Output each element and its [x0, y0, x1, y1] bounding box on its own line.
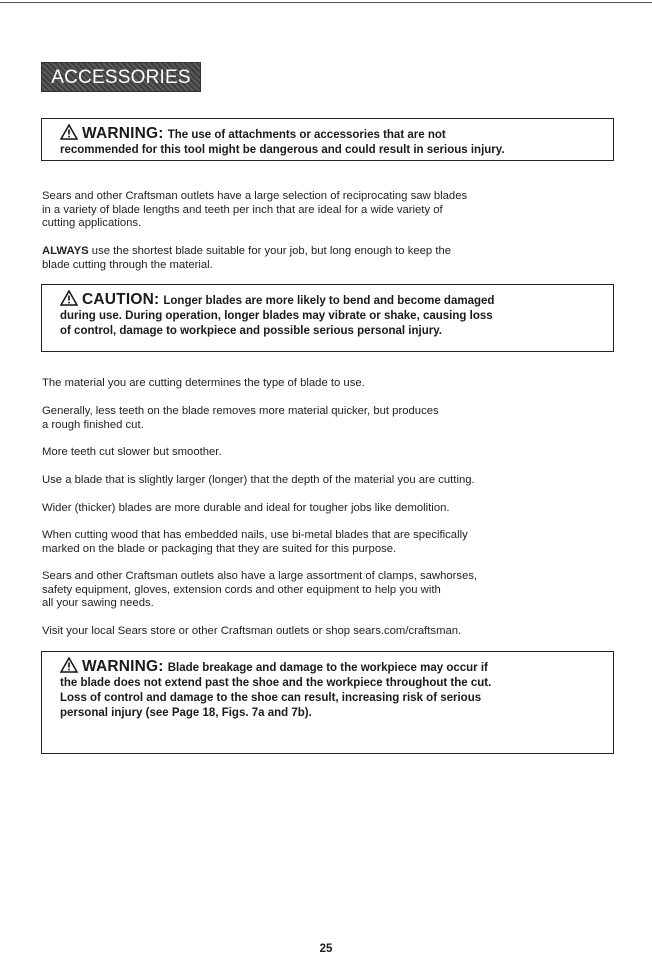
- paragraph-line: safety equipment, gloves, extension cords and other equipment to help you with: [42, 583, 441, 596]
- warning-triangle-icon: [60, 290, 78, 306]
- always-emphasis: ALWAYS: [42, 245, 89, 257]
- paragraph-blade-size: [42, 474, 612, 488]
- caution-header: CAUTION:: [82, 291, 160, 308]
- paragraph-line: Use a blade that is slightly larger (longer) that the depth of the material you are cutting.: [42, 474, 475, 486]
- warning-text-line: recommended for this tool might be dangerous and could result in serious injury.: [60, 144, 505, 156]
- paragraph-material: [42, 377, 612, 391]
- paragraph-line: Generally, less teeth on the blade removes more material quicker, but produces: [42, 405, 439, 417]
- paragraph-visit-store: [42, 625, 612, 639]
- paragraph-line: Sears and other Craftsman outlets also have a large assortment of clamps, sawhorses,: [42, 570, 478, 582]
- paragraph-blade-selection: [42, 190, 612, 231]
- caution-text-line: during use. During operation, longer blades may vibrate or shake, causing loss: [60, 310, 493, 322]
- paragraph-line: The material you are cutting determines the type of blade to use.: [42, 377, 365, 389]
- warning-header: WARNING:: [82, 125, 164, 142]
- paragraph-nails: [42, 529, 612, 556]
- paragraph-line: cutting applications.: [42, 217, 142, 229]
- warning-triangle-icon: [60, 124, 78, 140]
- warning-triangle-icon: [60, 657, 78, 673]
- warning-text-line: personal injury (see Page 18, Figs. 7a and 7b).: [60, 707, 312, 719]
- paragraph-line: More teeth cut slower but smoother.: [42, 446, 222, 458]
- warning-text-line: the blade does not extend past the shoe and the workpiece throughout the cut.: [60, 677, 492, 689]
- paragraph-line: blade cutting through the material.: [42, 258, 213, 271]
- paragraph-line: in a variety of blade lengths and teeth per inch that are ideal for a wide variety of: [42, 203, 443, 216]
- paragraph-teeth: [42, 405, 612, 432]
- paragraph-line: all your sawing needs.: [42, 597, 154, 609]
- warning-text-line: Blade breakage and damage to the workpiece may occur if: [167, 662, 488, 674]
- paragraph-line: Wider (thicker) blades are more durable and ideal for tougher jobs like demolition.: [42, 502, 450, 514]
- paragraph-wider-blades: [42, 502, 612, 516]
- paragraph-always: [42, 245, 612, 272]
- warning-text-line: The use of attachments or accessories that are not: [167, 129, 446, 141]
- top-rule: [0, 2, 652, 3]
- paragraph-line: Sears and other Craftsman outlets have a large selection of reciprocating saw blades: [42, 190, 468, 202]
- warning-box-blade-breakage: [41, 651, 614, 754]
- caution-box: [41, 284, 614, 352]
- paragraph-line: marked on the blade or packaging that they are suited for this purpose.: [42, 542, 397, 555]
- warning-text-line: Loss of control and damage to the shoe can result, increasing risk of serious: [60, 692, 482, 704]
- caution-text-line: of control, damage to workpiece and possible serious personal injury.: [60, 325, 442, 337]
- caution-text-line: Longer blades are more likely to bend and become damaged: [163, 295, 495, 307]
- warning-header: WARNING:: [82, 658, 164, 675]
- paragraph-line: a rough finished cut.: [42, 418, 144, 431]
- paragraph-line: When cutting wood that has embedded nails, use bi-metal blades that are specifically: [42, 529, 468, 541]
- page-number: 25: [319, 943, 333, 955]
- warning-box-attachments: [41, 118, 614, 161]
- paragraph-line: use the shortest blade suitable for your job, but long enough to keep the: [88, 245, 452, 257]
- section-title: ACCESSORIES: [41, 62, 201, 92]
- paragraph-more-teeth: [42, 446, 612, 460]
- paragraph-equipment: [42, 570, 612, 611]
- paragraph-line: Visit your local Sears store or other Craftsman outlets or shop sears.com/craftsman.: [42, 625, 462, 637]
